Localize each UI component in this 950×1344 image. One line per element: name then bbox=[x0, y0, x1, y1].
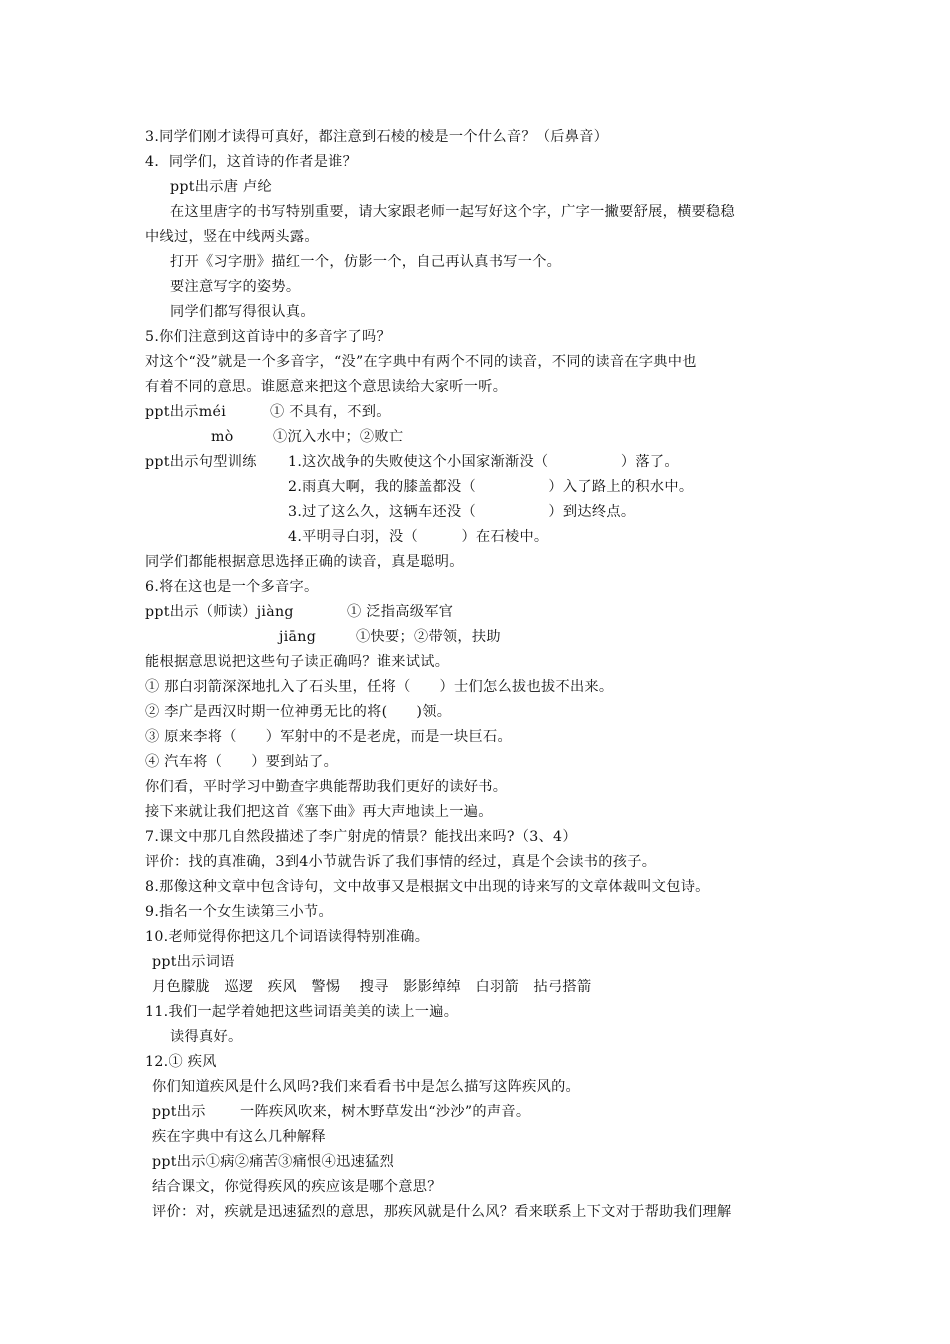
text-line: ③ 原来李将（ ）军射中的不是老虎，而是一块巨石。 bbox=[145, 729, 512, 745]
text-line: 2.雨真大啊，我的膝盖都没（ ）入了路上的积水中。 bbox=[288, 479, 694, 495]
text-line: 在这里唐字的书写特别重要，请大家跟老师一起写好这个字，广字一撇要舒展，横要稳稳 bbox=[170, 204, 736, 220]
text-line: 12.① 疾风 bbox=[145, 1054, 217, 1070]
text-line: 9.指名一个女生读第三小节。 bbox=[145, 904, 333, 920]
text-line: 结合课文，你觉得疾风的疾应该是哪个意思？ bbox=[152, 1179, 442, 1195]
text-line: 疾在字典中有这么几种解释 bbox=[152, 1129, 326, 1145]
text-line: 评价：对，疾就是迅速猛烈的意思，那疾风就是什么风？看来联系上下文对于帮助我们理解 bbox=[152, 1204, 732, 1220]
text-line: ④ 汽车将（ ）要到站了。 bbox=[145, 754, 339, 770]
text-line: 3.过了这么久，这辆车还没（ ）到达终点。 bbox=[288, 504, 636, 520]
text-line: 要注意写字的姿势。 bbox=[170, 279, 301, 295]
text-line: 你们知道疾风是什么风吗?我们来看看书中是怎么描写这阵疾风的。 bbox=[152, 1079, 581, 1095]
text-line: ① 那白羽箭深深地扎入了石头里，任将（ ）士们怎么拔也拔不出来。 bbox=[145, 679, 614, 695]
text-line: ppt出示①病②痛苦③痛恨④迅速猛烈 bbox=[152, 1154, 395, 1170]
text-line: ppt出示唐 卢纶 bbox=[170, 179, 273, 195]
text-line: ①沉入水中；②败亡 bbox=[273, 429, 404, 445]
text-line: jiāng bbox=[279, 629, 317, 645]
text-line: 对这个“没”就是一个多音字，“没”在字典中有两个不同的读音，不同的读音在字典中也 bbox=[145, 354, 697, 370]
text-line: 有着不同的意思。谁愿意来把这个意思读给大家听一听。 bbox=[145, 379, 508, 395]
text-line: ppt出示 bbox=[152, 1104, 206, 1120]
text-line: 读得真好。 bbox=[170, 1029, 243, 1045]
text-line: ① 泛指高级军官 bbox=[347, 604, 454, 620]
text-line: 你们看，平时学习中勤查字典能帮助我们更好的读好书。 bbox=[145, 779, 508, 795]
text-line: ② 李广是西汉时期一位神勇无比的将( )领。 bbox=[145, 704, 452, 720]
text-line: 同学们都写得很认真。 bbox=[170, 304, 315, 320]
text-line: 11.我们一起学着她把这些词语美美的读上一遍。 bbox=[145, 1004, 459, 1020]
text-line: 接下来就让我们把这首《塞下曲》再大声地读上一遍。 bbox=[145, 804, 493, 820]
text-line: mò bbox=[211, 429, 234, 445]
text-line: ① 不具有，不到。 bbox=[270, 404, 391, 420]
text-line: 中线过，竖在中线两头露。 bbox=[145, 229, 319, 245]
text-line: 7.课文中那几自然段描述了李广射虎的情景？能找出来吗?（3、4） bbox=[145, 829, 577, 845]
text-line: 1.这次战争的失败使这个小国家渐渐没（ ）落了。 bbox=[288, 454, 679, 470]
text-line: ppt出示词语 bbox=[152, 954, 235, 970]
text-line: 4．同学们，这首诗的作者是谁？ bbox=[145, 154, 358, 170]
text-line: 10.老师觉得你把这几个词语读得特别准确。 bbox=[145, 929, 430, 945]
text-line: 6.将在这也是一个多音字。 bbox=[145, 579, 319, 595]
text-line: 3.同学们刚才读得可真好，都注意到石棱的棱是一个什么音？（后鼻音） bbox=[145, 129, 609, 145]
text-line: ppt出示méi bbox=[145, 404, 227, 420]
text-line: 打开《习字册》描红一个，仿影一个，自己再认真书写一个。 bbox=[170, 254, 562, 270]
text-line: 一阵疾风吹来，树木野草发出“沙沙”的声音。 bbox=[240, 1104, 531, 1120]
text-line: 能根据意思说把这些句子读正确吗？谁来试试。 bbox=[145, 654, 450, 670]
text-line: 8.那像这种文章中包含诗句，文中故事又是根据文中出现的诗来写的文章体裁叫文包诗。 bbox=[145, 879, 710, 895]
text-line: ppt出示句型训练 bbox=[145, 454, 257, 470]
text-line: 月色朦胧 巡逻 疾风 警惕 搜寻 影影绰绰 白羽箭 拈弓搭箭 bbox=[152, 979, 592, 995]
text-line: ppt出示（师读）jiàng bbox=[145, 604, 294, 620]
text-line: 4.平明寻白羽，没（ ）在石棱中。 bbox=[288, 529, 549, 545]
text-line: 同学们都能根据意思选择正确的读音，真是聪明。 bbox=[145, 554, 464, 570]
text-line: 5.你们注意到这首诗中的多音字了吗？ bbox=[145, 329, 391, 345]
text-line: ①快要；②带领，扶助 bbox=[356, 629, 501, 645]
text-line: 评价：找的真准确，3到4小节就告诉了我们事情的经过，真是个会读书的孩子。 bbox=[145, 854, 657, 870]
